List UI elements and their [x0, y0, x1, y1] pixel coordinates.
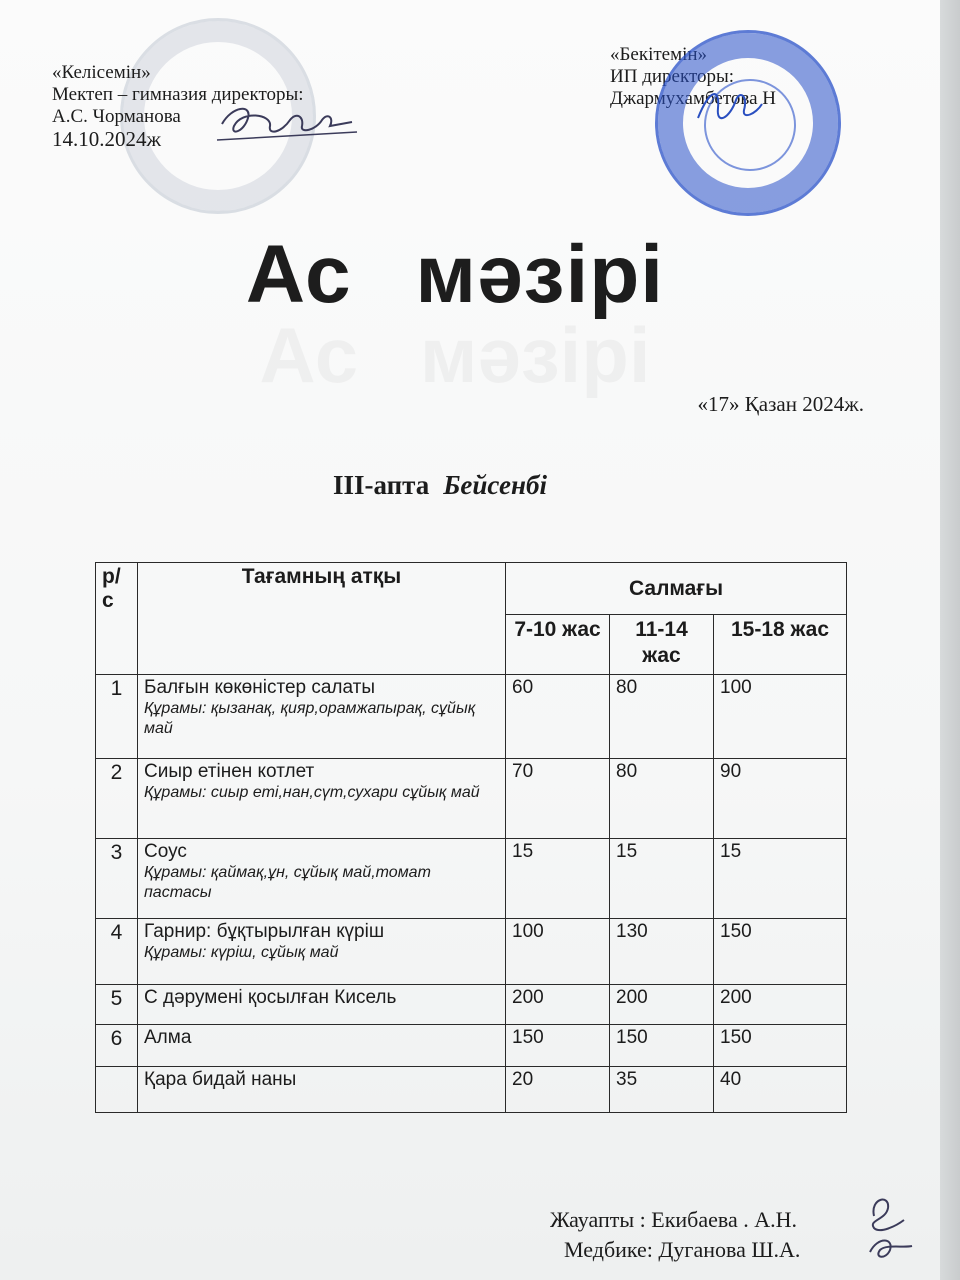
ip-director-position: ИП директоры: [610, 66, 735, 87]
value-7-10: 200 [506, 985, 610, 1025]
agreed-label: «Келісемін» [52, 62, 151, 83]
row-num: 2 [96, 759, 138, 839]
value-7-10: 100 [506, 919, 610, 985]
footer-signatures-mark [860, 1186, 920, 1266]
value-15-18: 150 [714, 1025, 847, 1067]
table-row [96, 675, 847, 759]
value-15-18: 150 [714, 919, 847, 985]
value-11-14: 80 [610, 759, 714, 839]
footer-signatures [550, 1205, 800, 1265]
dish-cell [138, 985, 506, 1025]
value-15-18: 15 [714, 839, 847, 919]
menu-table [95, 562, 847, 1113]
table-row [96, 1025, 847, 1067]
header-num: р/с [96, 563, 138, 675]
value-15-18: 90 [714, 759, 847, 839]
dish-cell [138, 919, 506, 985]
dish-name: Қара бидай наны [144, 1069, 297, 1090]
value-15-18: 40 [714, 1067, 847, 1113]
value-11-14: 130 [610, 919, 714, 985]
week-label: III-апта [332, 470, 430, 500]
approved-label: «Бекітемін» [610, 44, 708, 65]
dish-name: С дәрумені қосылған Кисель [144, 987, 397, 1008]
row-num: 5 [96, 985, 138, 1025]
value-7-10: 20 [506, 1067, 610, 1113]
row-num: 1 [96, 675, 138, 759]
value-7-10: 70 [506, 759, 610, 839]
bleed-through-title [0, 310, 910, 401]
header-age-11-14: 11-14 жас [610, 615, 714, 675]
value-11-14: 150 [610, 1025, 714, 1067]
page-edge [940, 0, 960, 1280]
dish-cell [138, 839, 506, 919]
ip-director-name: Джармухамбетова Н [610, 88, 776, 109]
table-row [96, 839, 847, 919]
table-row [96, 919, 847, 985]
table-row [96, 759, 847, 839]
header-age-15-18: 15-18 жас [714, 615, 847, 675]
dish-cell [138, 1067, 506, 1113]
week-day: Бейсенбі [443, 470, 548, 500]
value-11-14: 80 [610, 675, 714, 759]
row-num: 4 [96, 919, 138, 985]
dish-cell [138, 1025, 506, 1067]
row-num: 6 [96, 1025, 138, 1067]
value-11-14: 15 [610, 839, 714, 919]
dish-name: Соус [144, 841, 187, 862]
dish-composition: Құрамы: қаймақ,ұн, сұйық май,томат пастасы [144, 864, 431, 901]
value-7-10: 60 [506, 675, 610, 759]
header-weight: Салмағы [506, 563, 847, 615]
director-position: Мектеп – гимназия директоры: [52, 84, 304, 105]
ip-director-signature [690, 78, 770, 138]
dish-name: Балғын көкөністер салаты [144, 677, 376, 698]
agreement-date: 14.10.2024ж [52, 127, 162, 151]
director-signature [212, 96, 362, 146]
dish-composition: Құрамы: қызанақ, қияр,орамжапырақ, сұйық май [144, 700, 476, 737]
week-heading [0, 470, 880, 501]
menu-date: «17» Қазан 2024ж. [697, 392, 864, 416]
row-num [96, 1067, 138, 1113]
dish-composition: Құрамы: сиыр еті,нан,сүт,сухари сұйық май [144, 784, 480, 801]
header-dish: Тағамның атқы [138, 563, 506, 675]
document-title: Ас мәзірі [245, 229, 665, 320]
value-7-10: 150 [506, 1025, 610, 1067]
table-row [96, 985, 847, 1025]
dish-composition: Құрамы: күріш, сұйық май [144, 944, 339, 961]
value-15-18: 200 [714, 985, 847, 1025]
row-num: 3 [96, 839, 138, 919]
director-name: А.С. Чорманова [52, 106, 181, 127]
value-15-18: 100 [714, 675, 847, 759]
nurse-name: Медбике: Дуганова Ш.А. [564, 1237, 801, 1262]
value-11-14: 200 [610, 985, 714, 1025]
header-age-7-10: 7-10 жас [506, 615, 610, 675]
table-row [96, 1067, 847, 1113]
value-11-14: 35 [610, 1067, 714, 1113]
dish-cell [138, 759, 506, 839]
responsible-person: Жауапты : Екибаева . А.Н. [550, 1207, 798, 1232]
dish-name: Гарнир: бұқтырылған күріш [144, 921, 385, 942]
dish-cell [138, 675, 506, 759]
dish-name: Алма [144, 1027, 192, 1048]
value-7-10: 15 [506, 839, 610, 919]
dish-name: Сиыр етінен котлет [144, 761, 315, 782]
table-header-row [96, 563, 847, 615]
